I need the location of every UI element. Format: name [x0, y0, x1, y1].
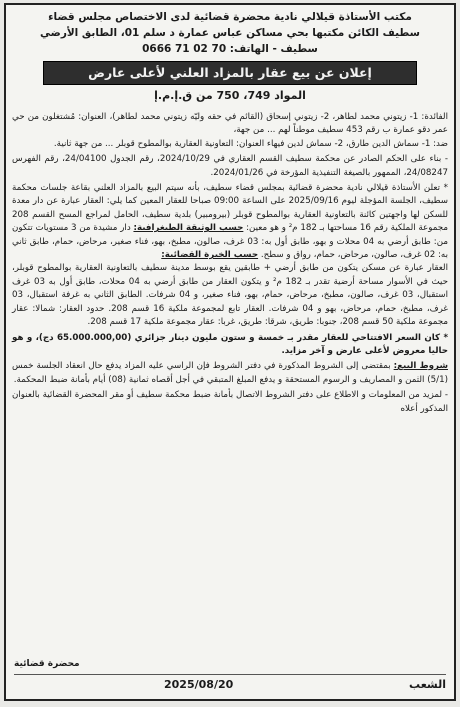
header-phone-number: 0666 71 02 70	[142, 43, 227, 55]
more-information: - لمزيد من المعلومات و الاطلاع على دفتر الشروط الاتصال بأمانة ضبط محكمة سطيف أو مقر المحضرة القضائية بالعنوان المذكور أعلاه	[12, 390, 448, 414]
notice-title-banner: إعلان عن بيع عقار بالمزاد العلني لأعلى عارض	[43, 61, 417, 85]
parties-plaintiffs: الفائدة: 1- زيتوني محمد لطاهر، 2- زيتوني إسحاق (القائم في حقه وليّه زيتوني محمد لطاهر)، العنوان: مُشتغلون من حي عمر دقو عمارة ب رقم 453 سطيف موطناً لهم ... من جهة،	[12, 112, 448, 136]
sale-conditions-text: بمقتضى إلى الشروط المذكورة في دفتر الشروط فإن الراسي عليه المزاد يدفع حال انعقاد الجلسة خمس (5/1) الثمن و المصاريف و الرسوم المستحقة و يدفع المبلغ المتبقي في أجل أقصاه ثمانية (08) أيام بأمانة ضبط المحكمة.	[12, 361, 448, 385]
topographic-description: دار مشيدة من 3 مستويات تتكون من: طابق أرضي به 04 محلات و بهو، طابق أول به: 03 غرف، صالون، مطبخ، بهو، فناء صغير، مرحاض، حمام، طابق ثاني به: 02 غرف، صالون، مرحاض، حمام، رواق و سطح.	[12, 223, 448, 261]
legal-articles-subtitle: المواد 749، 750 من ق.إ.م.إ	[154, 89, 306, 102]
publication-date: 2025/08/20	[164, 678, 234, 691]
header-line-2: سطيف الكائن مكتبها بحي مساكن عباس عمارة د سلم 01، الطابق الأرضي	[40, 27, 420, 39]
header-phone-label: سطيف - الهاتف:	[229, 43, 318, 55]
judgment-reference: - بناء على الحكم الصادر عن محكمة سطيف القسم العقاري في 2024/10/29، رقم الجدول 24/04100، رقم الفهرس 24/08247، الممهور بالصيغة التنفيذية المؤرخة في 2024/01/26.	[12, 154, 448, 178]
header-line-3	[12, 41, 448, 57]
legal-notice-page	[4, 3, 456, 701]
topographic-doc-label: حسب الوثيقة الطبغرافية:	[133, 223, 244, 234]
newspaper-name: الشعب	[409, 678, 446, 691]
opening-price: * كان السعر الافتتاحي للعقار مقدر بـ خمسة و ستون مليون دينار جزائري (65.000.000,00 دج)، و هو حاليا معروض لأعلى عارض و آخر مزايد.	[12, 332, 448, 356]
parties-defendants: ضد: 1- سماش الدين طارق، 2- سماش لدين فيهاء العنوان: التعاونية العقارية بوالمطوح قوبلر ... من جهة ثانية.	[53, 138, 448, 149]
bailiff-signature: محضرة قضائية	[14, 659, 80, 669]
sale-conditions	[12, 360, 448, 387]
office-header	[12, 9, 448, 57]
expertise-description: العقار عبارة عن مسكن يتكون من طابق أرضي + طابقين يقع بوسط مدينة سطيف بالتعاونية العقارية بوالمطوح قوبلر، حيث في الأسوار مساحة أرضية تقدر بـ 182 م² و يتكون العقار من طابق أرضي به 04 محلات، طابق أول به 03 غرف استقبال، 03 غرف، صالون، مطبخ، مرحاض، حمام، بهو، فناء صغير، و 04 شرفات. الطابق الثاني به غرفة استقبال، 03 غرف، مطبخ، حمام، مرحاض، بهو و 04 شرفات. العقار تابع لمجموعة ملكية 16 قسم 208. حدود العقار: شمالا: عقار مجموعة ملكية 50 قسم 208، جنوبا: طريق، شرقا: طريق، غربا: عقار مجموعة ملكية 17 قسم 208.	[12, 263, 448, 328]
publication-footer	[14, 674, 446, 693]
auction-announcement-text: * تعلن الأستاذة قيلالي نادية محضرة قضائية بمجلس قضاء سطيف، بأنه سيتم البيع بالمزاد العلني بقاعة جلسات محكمة سطيف، الجلسة المؤجلة ليوم 2025/09/16 على الساعة 09:00 صباحا للعقار المعين كما يلي: العقار عبارة عن دار معدة للسكن لها واجهتين كائنة بالتعاونية العقارية بوالمطوح قوبلر (بيرومبير) بلدية سطيف، الحامل لمراجع المسح القسم 208 مجموعة الملكية رقم 16 مساحتها بـ 182 م² و هو معين:	[12, 183, 449, 234]
sale-conditions-label: شروط البيع:	[393, 361, 448, 372]
judicial-expertise-label: حسب الخبرة القضائية:	[161, 250, 259, 261]
notice-body	[12, 111, 448, 416]
auction-announcement	[12, 182, 448, 262]
header-line-1: مكتب الأستاذة قيلالي نادية محضرة قضائية لدى الاختصاص مجلس قضاء	[48, 11, 412, 23]
